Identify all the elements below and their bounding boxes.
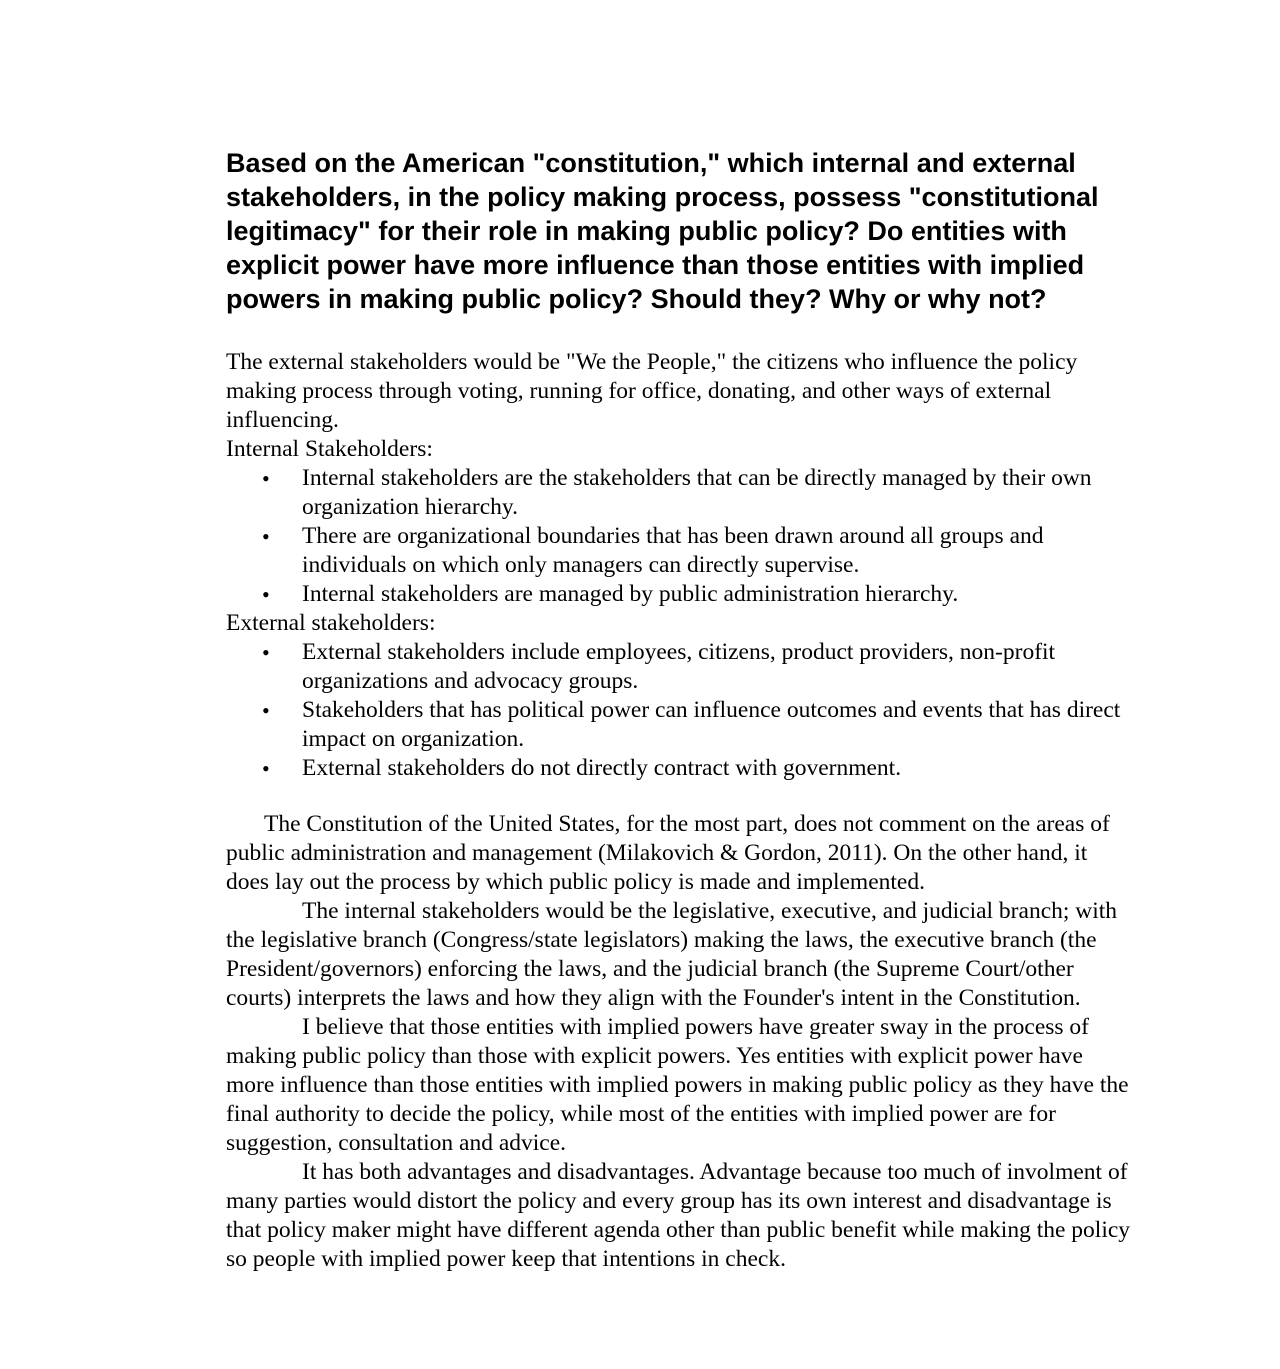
body-paragraph: The Constitution of the United States, for the most part, does not comment on the areas of public administration and management (Milakovich & Gordon, 2011). On the other hand, it does lay out the process by which public policy is made and implemented. xyxy=(226,811,1110,895)
internal-stakeholders-list xyxy=(226,464,1136,609)
list-item xyxy=(226,522,1136,580)
list-item-text: External stakeholders include employees, citizens, product providers, non-profit organizations and advocacy groups. xyxy=(302,639,1056,694)
bullet-icon: • xyxy=(262,698,270,723)
bullet-icon: • xyxy=(262,466,270,491)
list-item xyxy=(226,754,1136,783)
list-item xyxy=(226,580,1136,609)
spacer xyxy=(226,783,1136,810)
list-item-text: Stakeholders that has political power can influence outcomes and events that has direct impact on organization. xyxy=(302,697,1121,752)
bullet-icon: • xyxy=(262,756,270,781)
list-item xyxy=(226,696,1136,754)
list-item xyxy=(226,464,1136,522)
answer-body xyxy=(226,348,1136,1274)
body-paragraph: It has both advantages and disadvantages. Advantage because too much of involment of many parties would distort the policy and every group has its own interest and disadvantage is that policy maker might have different agenda other than public benefit while making the policy so people with implied power keep that intentions in check. xyxy=(226,1159,1131,1272)
bullet-icon: • xyxy=(262,524,270,549)
bullet-icon: • xyxy=(262,582,270,607)
question-heading: Based on the American "constitution," which internal and external stakeholders, in the policy making process, possess "constitutional legitimacy" for their role in making public policy? Do entities with explicit power have more influence than those entities with implied powers in making public policy? Should they? Why or why not? xyxy=(226,148,1099,314)
internal-stakeholders-label: Internal Stakeholders: xyxy=(226,436,433,462)
document-page xyxy=(226,146,1136,1274)
body-paragraph: The internal stakeholders would be the legislative, executive, and judicial branch; with the legislative branch (Congress/state legislators) making the laws, the executive branch (the President/governors) enforcing the laws, and the judicial branch (the Supreme Court/other courts) interprets the laws and how they align with the Founder's intent in the Constitution. xyxy=(226,898,1118,1011)
external-stakeholders-list xyxy=(226,638,1136,783)
list-item xyxy=(226,638,1136,696)
list-item-text: External stakeholders do not directly contract with government. xyxy=(302,755,902,781)
external-stakeholders-label: External stakeholders: xyxy=(226,610,436,636)
list-item-text: There are organizational boundaries that has been drawn around all groups and individuals on which only managers can directly supervise. xyxy=(302,523,1044,578)
body-paragraph: I believe that those entities with implied powers have greater sway in the process of making public policy than those with explicit powers. Yes entities with explicit power have more influence than those entities with implied powers in making public policy as they have the final authority to decide the policy, while most of the entities with implied power are for suggestion, consultation and advice. xyxy=(226,1014,1129,1156)
intro-paragraph: The external stakeholders would be "We the People," the citizens who influence the policy making process through voting, running for office, donating, and other ways of external influencing. xyxy=(226,349,1078,433)
list-item-text: Internal stakeholders are managed by public administration hierarchy. xyxy=(302,581,959,607)
list-item-text: Internal stakeholders are the stakeholders that can be directly managed by their own organization hierarchy. xyxy=(302,465,1092,520)
bullet-icon: • xyxy=(262,640,270,665)
